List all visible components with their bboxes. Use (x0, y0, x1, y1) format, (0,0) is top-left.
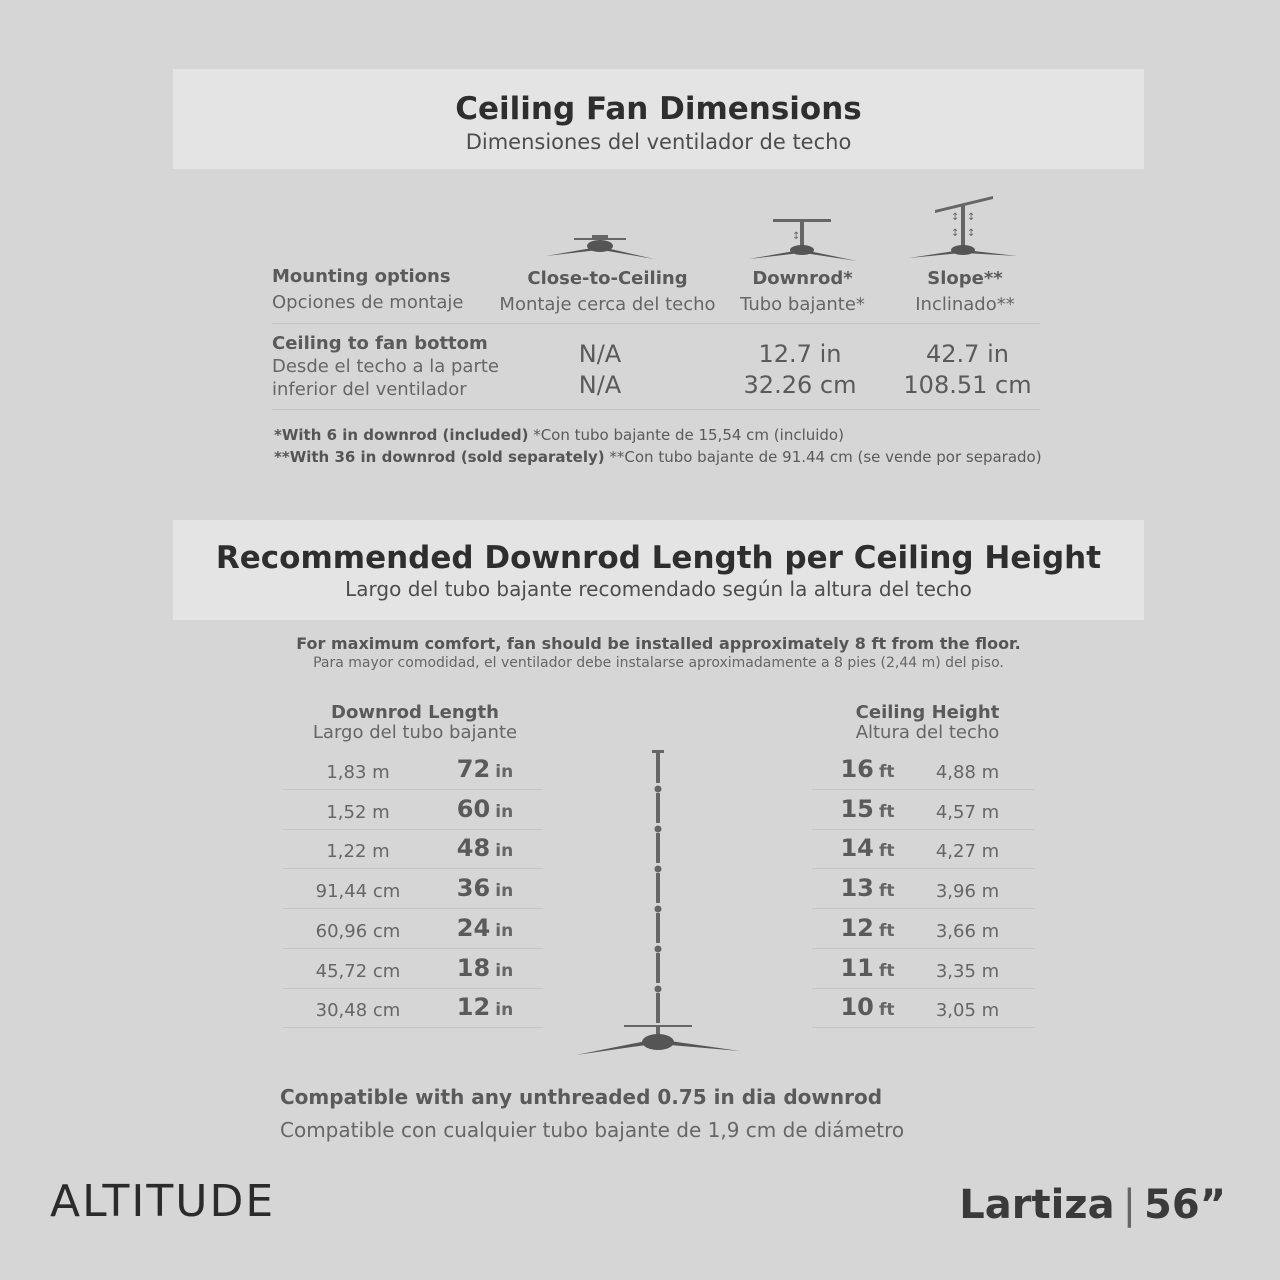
column-downrod: Downrod* (752, 268, 853, 289)
row-height-value: 15 (840, 795, 874, 823)
row-height-metric: 4,88 m (935, 762, 1000, 783)
row-downrod-length (440, 954, 530, 982)
row-divider (812, 908, 1034, 909)
comfort-note: For maximum comfort, fan should be installed approximately 8 ft from the floor. (296, 634, 1021, 653)
row-ceiling-height (825, 874, 910, 902)
row-length-unit: in (495, 961, 514, 981)
close-to-ceiling-in: N/A (578, 340, 622, 368)
row-height-value: 10 (840, 993, 874, 1021)
row-height-value: 11 (840, 954, 874, 982)
downrod-fan-icon (745, 213, 865, 265)
row-downrod-length (440, 914, 530, 942)
note1-rest: *Con tubo bajante de 15,54 cm (incluido) (528, 426, 844, 444)
row-length-value: 18 (456, 954, 491, 982)
row-ceiling-height (825, 954, 910, 982)
row-ceiling-height (825, 993, 910, 1021)
row-divider (812, 868, 1034, 869)
row-downrod-length (440, 795, 530, 823)
dimensions-title: Ceiling Fan Dimensions (455, 91, 862, 127)
row-downrod-length (440, 993, 530, 1021)
slope-fan-icon (905, 190, 1025, 266)
row-divider (812, 948, 1034, 949)
row-downrod-metric: 45,72 cm (315, 961, 401, 982)
row-length-value: 24 (456, 914, 491, 942)
row-length-unit: in (495, 802, 514, 822)
mounting-options-label-es: Opciones de montaje (272, 292, 464, 313)
svg-text:↕: ↕ (967, 228, 976, 239)
ceiling-to-fan-bottom-label: Ceiling to fan bottom (272, 333, 488, 354)
slope-cm: 108.51 cm (903, 371, 1032, 399)
row-height-unit: ft (878, 762, 895, 782)
row-height-metric: 3,96 m (935, 881, 1000, 902)
divider (272, 323, 1040, 324)
row-divider (283, 1027, 543, 1028)
row-length-unit: in (495, 881, 514, 901)
row-length-value: 36 (456, 874, 491, 902)
row-height-metric: 4,27 m (935, 841, 1000, 862)
model-label: Lartiza (959, 1182, 1115, 1228)
note-downrod-sold-separately (274, 448, 1042, 466)
mounting-options-label: Mounting options (272, 266, 451, 287)
row-divider (812, 789, 1034, 790)
row-divider (812, 829, 1034, 830)
dimensions-banner (173, 69, 1144, 169)
compatibility-note: Compatible with any unthreaded 0.75 in dia downrod (280, 1085, 883, 1109)
note2-rest: **Con tubo bajante de 91.44 cm (se vende por separado) (604, 448, 1042, 466)
row-height-metric: 4,57 m (935, 802, 1000, 823)
row-divider (812, 1027, 1034, 1028)
brand-logo: ALTITUDE (50, 1176, 276, 1227)
row-height-value: 12 (840, 914, 874, 942)
column-close-to-ceiling-es: Montaje cerca del techo (499, 294, 716, 315)
downrod-cm: 32.26 cm (743, 371, 857, 399)
note1-bold: *With 6 in downrod (included) (274, 426, 529, 444)
row-height-value: 16 (840, 755, 874, 783)
svg-text:↕: ↕ (967, 212, 976, 223)
downrod-in: 12.7 in (758, 340, 842, 368)
row-downrod-metric: 1,83 m (326, 762, 390, 783)
svg-text:↕: ↕ (951, 228, 960, 239)
downrod-length-header: Downrod Length (331, 702, 499, 723)
dimensions-subtitle: Dimensiones del ventilador de techo (465, 130, 852, 154)
row-length-unit: in (495, 841, 514, 861)
slope-values (885, 339, 1050, 401)
row-divider (812, 988, 1034, 989)
row-divider (283, 868, 543, 869)
row-height-unit: ft (878, 961, 895, 981)
row-height-unit: ft (878, 881, 895, 901)
row-length-value: 72 (456, 755, 491, 783)
row-divider (283, 908, 543, 909)
downrod-values (725, 339, 875, 401)
slope-in: 42.7 in (926, 340, 1009, 368)
row-height-unit: ft (878, 841, 895, 861)
row-ceiling-height (825, 795, 910, 823)
row-divider (283, 948, 543, 949)
row-length-unit: in (495, 1000, 514, 1020)
compatibility-note-es: Compatible con cualquier tubo bajante de 1,9 cm de diámetro (280, 1118, 905, 1142)
column-close-to-ceiling: Close-to-Ceiling (527, 268, 688, 289)
row-length-value: 12 (456, 993, 491, 1021)
note2-bold: **With 36 in downrod (sold separately) (274, 448, 605, 466)
row-length-unit: in (495, 921, 514, 941)
row-downrod-length (440, 834, 530, 862)
row-downrod-metric: 60,96 cm (315, 921, 401, 942)
row-length-value: 60 (456, 795, 491, 823)
svg-text:↕: ↕ (792, 231, 801, 242)
row-height-unit: ft (878, 1000, 895, 1020)
ceiling-to-fan-bottom-es-1: Desde el techo a la parte (272, 356, 499, 377)
downrod-fan-illustration-icon (570, 745, 750, 1060)
close-to-ceiling-fan-icon (540, 225, 660, 265)
row-height-metric: 3,05 m (935, 1000, 1000, 1021)
row-length-value: 48 (456, 834, 491, 862)
model-name (959, 1182, 1226, 1228)
row-height-metric: 3,66 m (935, 921, 1000, 942)
row-ceiling-height (825, 834, 910, 862)
svg-text:↕: ↕ (951, 212, 960, 223)
row-height-value: 14 (840, 834, 874, 862)
downrod-title: Recommended Downrod Length per Ceiling Height (215, 540, 1102, 576)
comfort-note-es: Para mayor comodidad, el ventilador debe instalarse aproximadamente a 8 pies (2,44 m) del piso. (313, 655, 1004, 671)
row-height-value: 13 (840, 874, 874, 902)
close-to-ceiling-cm: N/A (578, 371, 622, 399)
row-downrod-metric: 30,48 cm (315, 1000, 401, 1021)
column-slope-es: Inclinado** (915, 294, 1015, 315)
note-downrod-included (274, 426, 844, 444)
row-downrod-length (440, 755, 530, 783)
row-divider (283, 829, 543, 830)
row-downrod-metric: 1,22 m (326, 841, 390, 862)
ceiling-height-header-es: Altura del techo (855, 722, 1000, 743)
row-divider (283, 988, 543, 989)
model-size: 56” (1144, 1182, 1226, 1228)
row-ceiling-height (825, 755, 910, 783)
close-to-ceiling-values (540, 339, 660, 401)
row-divider (283, 789, 543, 790)
row-height-metric: 3,35 m (935, 961, 1000, 982)
row-downrod-metric: 91,44 cm (315, 881, 401, 902)
row-height-unit: ft (878, 802, 895, 822)
ceiling-height-header: Ceiling Height (855, 702, 1000, 723)
column-downrod-es: Tubo bajante* (740, 294, 865, 315)
row-height-unit: ft (878, 921, 895, 941)
row-downrod-length (440, 874, 530, 902)
downrod-banner (173, 520, 1144, 620)
downrod-length-header-es: Largo del tubo bajante (312, 722, 518, 743)
downrod-subtitle: Largo del tubo bajante recomendado según la altura del techo (345, 577, 972, 601)
column-slope: Slope** (927, 268, 1003, 289)
row-downrod-metric: 1,52 m (326, 802, 390, 823)
row-length-unit: in (495, 762, 514, 782)
divider (272, 409, 1040, 410)
ceiling-to-fan-bottom-es-2: inferior del ventilador (272, 379, 467, 400)
model-separator: | (1122, 1182, 1137, 1228)
row-ceiling-height (825, 914, 910, 942)
